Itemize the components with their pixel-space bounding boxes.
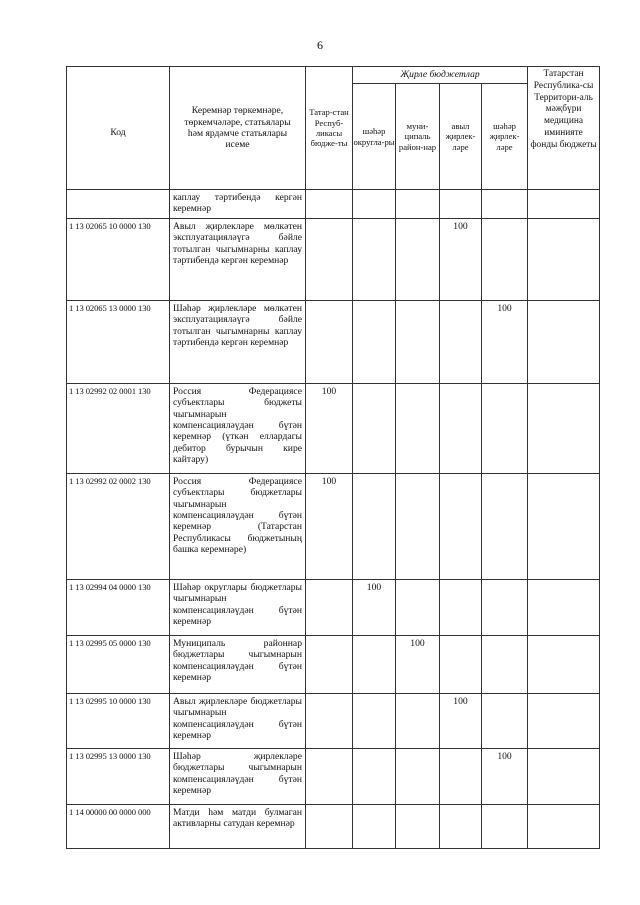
cell-rural-settlements xyxy=(440,636,482,694)
cell-health-fund xyxy=(528,694,600,749)
header-tatarstan-budget: Татар-стан Респуб-ликасы бюдже-ты xyxy=(306,67,353,190)
row-code: 1 13 02065 13 0000 130 xyxy=(67,301,170,384)
cell-health-fund xyxy=(528,805,600,849)
cell-urban-settlements xyxy=(482,805,528,849)
row-code: 1 13 02995 13 0000 130 xyxy=(67,749,170,805)
table-row xyxy=(67,301,600,384)
cell-municipal-districts: 100 xyxy=(396,636,440,694)
cell-urban-settlements: 100 xyxy=(482,301,528,384)
cell-health-fund xyxy=(528,190,600,219)
cell-tatarstan xyxy=(306,580,353,636)
cell-municipal-districts xyxy=(396,805,440,849)
cell-city-districts xyxy=(353,805,396,849)
cell-municipal-districts xyxy=(396,474,440,580)
table-row xyxy=(67,636,600,694)
table-row xyxy=(67,474,600,580)
cell-rural-settlements: 100 xyxy=(440,694,482,749)
cell-urban-settlements xyxy=(482,694,528,749)
row-name: Шәһәр җирлекләре бюджетлары чыгымнарын компенсацияләүдән бүтән керемнәр xyxy=(170,749,306,805)
cell-urban-settlements xyxy=(482,580,528,636)
table-row xyxy=(67,580,600,636)
cell-city-districts xyxy=(353,219,396,301)
cell-rural-settlements xyxy=(440,805,482,849)
cell-municipal-districts xyxy=(396,580,440,636)
row-name: Муниципаль районнар бюджетлары чыгымнарын компенсацияләүдән бүтән керемнәр xyxy=(170,636,306,694)
cell-rural-settlements xyxy=(440,474,482,580)
table-row xyxy=(67,749,600,805)
row-name: каплау тәртибендә кергән керемнәр xyxy=(170,190,306,219)
cell-tatarstan xyxy=(306,694,353,749)
row-code: 1 13 02992 02 0001 130 xyxy=(67,384,170,474)
table-row xyxy=(67,805,600,849)
cell-tatarstan xyxy=(306,749,353,805)
header-city-districts: шәһәр округла-ры xyxy=(353,84,396,190)
table-row xyxy=(67,190,600,219)
cell-municipal-districts xyxy=(396,219,440,301)
cell-urban-settlements xyxy=(482,474,528,580)
row-code: 1 13 02065 10 0000 130 xyxy=(67,219,170,301)
cell-health-fund xyxy=(528,580,600,636)
cell-rural-settlements xyxy=(440,749,482,805)
cell-city-districts xyxy=(353,474,396,580)
row-name: Матди һәм матди булмаган активларны сатудан керемнәр xyxy=(170,805,306,849)
cell-urban-settlements: 100 xyxy=(482,749,528,805)
cell-tatarstan xyxy=(306,805,353,849)
cell-health-fund xyxy=(528,474,600,580)
cell-health-fund xyxy=(528,219,600,301)
cell-tatarstan: 100 xyxy=(306,474,353,580)
cell-urban-settlements xyxy=(482,219,528,301)
cell-municipal-districts xyxy=(396,749,440,805)
cell-tatarstan xyxy=(306,301,353,384)
cell-urban-settlements xyxy=(482,190,528,219)
cell-municipal-districts xyxy=(396,694,440,749)
cell-health-fund xyxy=(528,636,600,694)
header-rural-settlements: авыл җирлек-ләре xyxy=(440,84,482,190)
table-row xyxy=(67,694,600,749)
header-urban-settlements: шәһәр җирлек-ләре xyxy=(482,84,528,190)
cell-city-districts xyxy=(353,301,396,384)
cell-urban-settlements xyxy=(482,636,528,694)
cell-rural-settlements xyxy=(440,190,482,219)
header-municipal-districts: муни-ципаль район-нар xyxy=(396,84,440,190)
row-name: Россия Федерациясе субъектлары бюджеты чыгымнарын компенсацияләүдән бүтән керемнәр (үткән еллардагы дебитор бурычын кире кайтару) xyxy=(170,384,306,474)
row-code xyxy=(67,190,170,219)
row-code: 1 13 02995 05 0000 130 xyxy=(67,636,170,694)
table-row xyxy=(67,384,600,474)
page-number: 6 xyxy=(317,38,323,52)
cell-tatarstan xyxy=(306,190,353,219)
cell-municipal-districts xyxy=(396,190,440,219)
cell-health-fund xyxy=(528,301,600,384)
cell-rural-settlements xyxy=(440,384,482,474)
cell-rural-settlements xyxy=(440,301,482,384)
table-row xyxy=(67,219,600,301)
row-name: Россия Федерациясе субъектлары бюджетлары чыгымнарын компенсацияләүдән бүтән керемнәр (Татарстан Республикасы бюджетының башка керемнәре) xyxy=(170,474,306,580)
header-name: Керемнәр төркемнәре, төркемчәләре, статьялары һәм ярдәмче статьялары исеме xyxy=(170,67,306,190)
row-code: 1 13 02992 02 0002 130 xyxy=(67,474,170,580)
row-code: 1 13 02994 04 0000 130 xyxy=(67,580,170,636)
cell-tatarstan: 100 xyxy=(306,384,353,474)
cell-health-fund xyxy=(528,384,600,474)
cell-city-districts xyxy=(353,190,396,219)
budget-distribution-table xyxy=(66,66,600,849)
cell-health-fund xyxy=(528,749,600,805)
cell-rural-settlements: 100 xyxy=(440,219,482,301)
row-name: Авыл җирлекләре мөлкәтен эксплуатацияләүгә бәйле тотылган чыгымнарны каплау тәртибендә кергән керемнәр xyxy=(170,219,306,301)
row-code: 1 13 02995 10 0000 130 xyxy=(67,694,170,749)
cell-tatarstan xyxy=(306,219,353,301)
cell-city-districts xyxy=(353,749,396,805)
cell-tatarstan xyxy=(306,636,353,694)
cell-municipal-districts xyxy=(396,301,440,384)
header-local-budgets: Җирле бюджетлар xyxy=(353,67,528,84)
header-health-insurance-fund: Татарстан Республика-сы Территори-аль мәҗбүри медицина иминияте фонды бюджеты xyxy=(528,67,600,190)
row-code: 1 14 00000 00 0000 000 xyxy=(67,805,170,849)
cell-municipal-districts xyxy=(396,384,440,474)
row-name: Шәһәр җирлекләре мөлкәтен эксплуатацияләүгә бәйле тотылган чыгымнарны каплау тәртибендә кергән керемнәр xyxy=(170,301,306,384)
header-code: Код xyxy=(67,67,170,190)
cell-rural-settlements xyxy=(440,580,482,636)
row-name: Авыл җирлекләре бюджетлары чыгымнарын компенсацияләүдән бүтән керемнәр xyxy=(170,694,306,749)
row-name: Шәһәр округлары бюджетлары чыгымнарын компенсацияләүдән бүтән керемнәр xyxy=(170,580,306,636)
cell-city-districts xyxy=(353,694,396,749)
cell-city-districts xyxy=(353,636,396,694)
cell-city-districts xyxy=(353,384,396,474)
cell-city-districts: 100 xyxy=(353,580,396,636)
cell-urban-settlements xyxy=(482,384,528,474)
